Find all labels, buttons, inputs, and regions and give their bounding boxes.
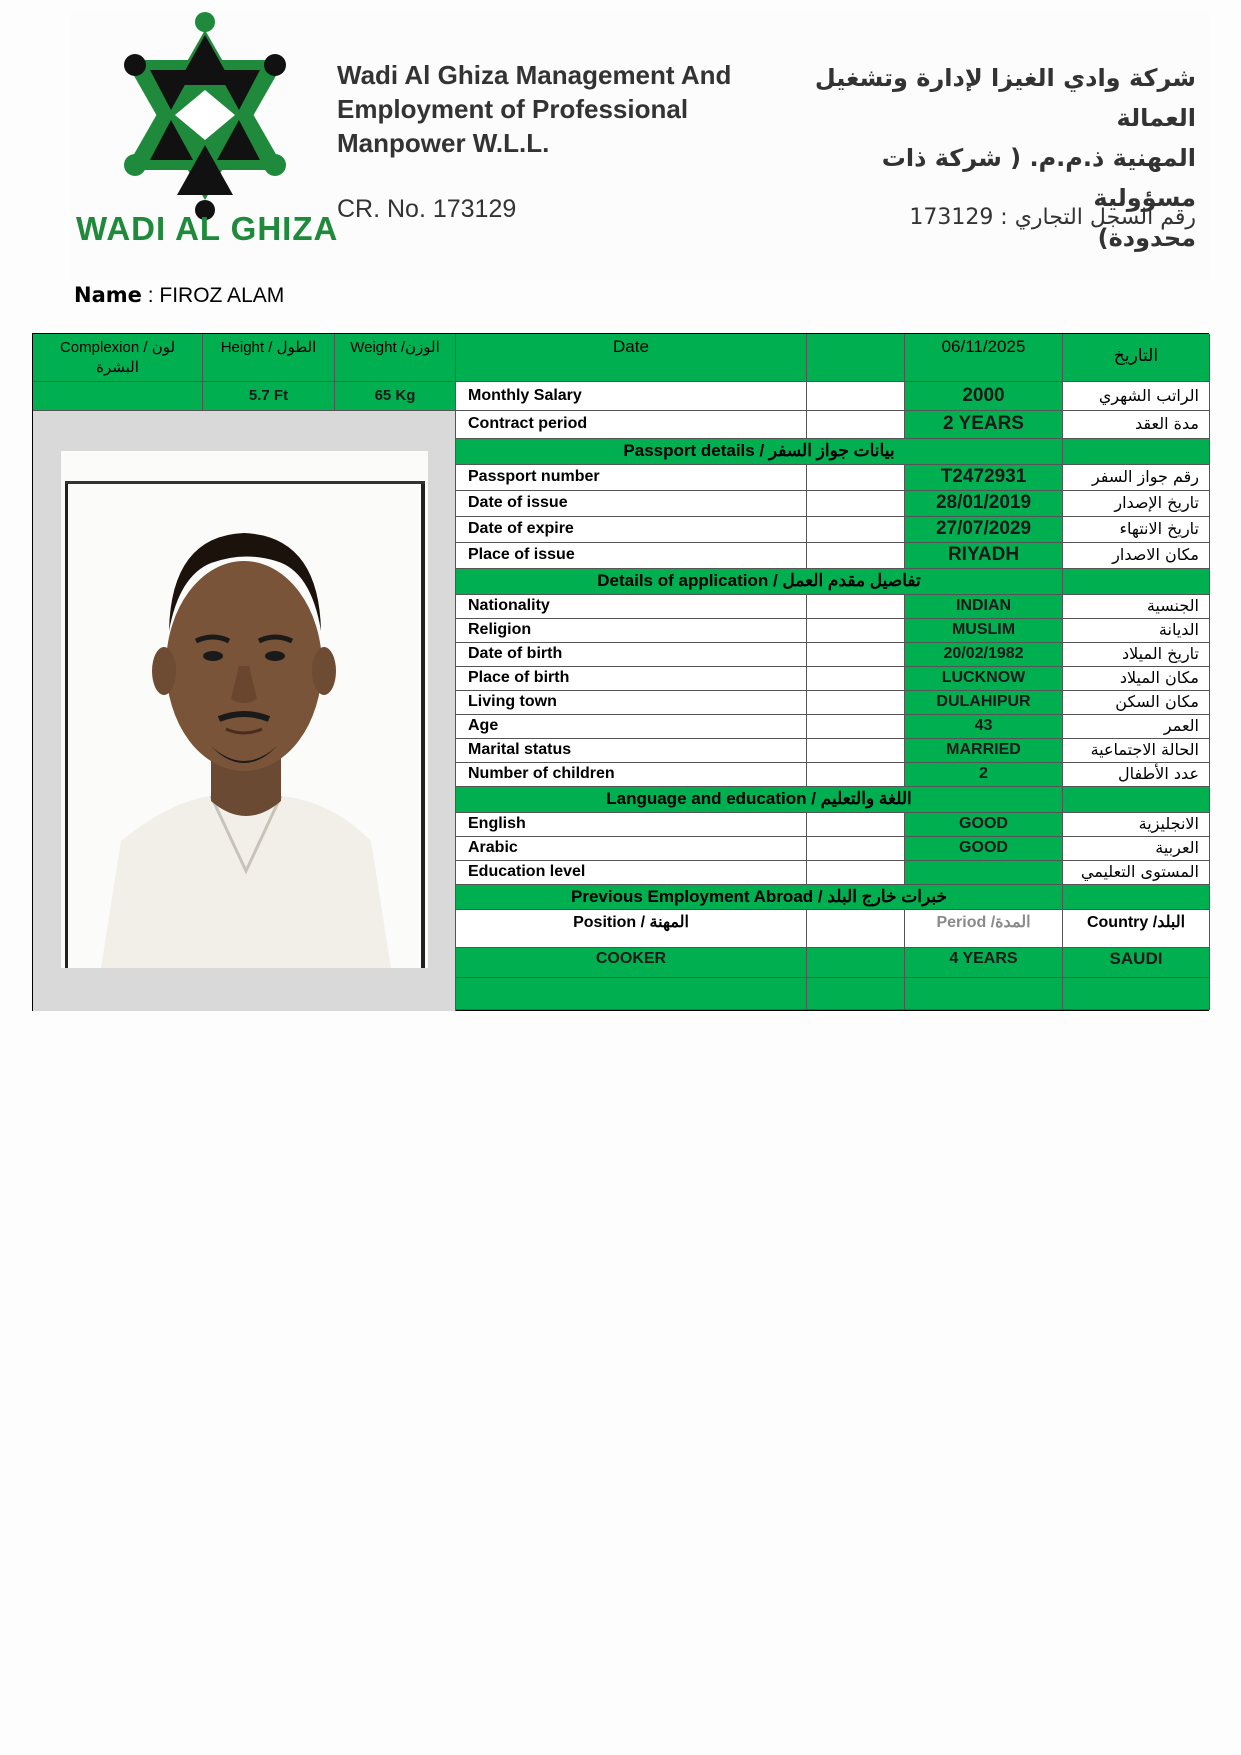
- monthly-salary-blank: [807, 382, 905, 411]
- empty-row-cell: [456, 978, 807, 1010]
- application-row-5-label-ar: العمر: [1063, 715, 1210, 739]
- application-row-5-value: 43: [905, 715, 1063, 739]
- language-row-0-label-ar: الانجليزية: [1063, 813, 1210, 837]
- contract-period-blank: [807, 411, 905, 439]
- application-row-4-blank: [807, 691, 905, 715]
- passport-row-2-blank: [807, 517, 905, 543]
- passport-row-3-label-ar: مكان الاصدار: [1063, 543, 1210, 569]
- application-row-2-blank: [807, 643, 905, 667]
- application-row-4-label: Living town: [456, 691, 807, 715]
- weight-header: Weight /الوزن: [335, 334, 456, 382]
- passport-row-1-blank: [807, 491, 905, 517]
- application-row-7-label: Number of children: [456, 763, 807, 787]
- application-section-title: Details of application / تفاصيل مقدم العمل: [456, 569, 1063, 595]
- empty-row-cell: [807, 978, 905, 1010]
- application-row-7-blank: [807, 763, 905, 787]
- application-row-6-blank: [807, 739, 905, 763]
- date-label-ar: التاريخ: [1063, 334, 1210, 382]
- passport-row-1-label: Date of issue: [456, 491, 807, 517]
- language-row-2-label-ar: المستوى التعليمي: [1063, 861, 1210, 885]
- applicant-photo: [61, 451, 428, 968]
- application-row-7-label-ar: عدد الأطفال: [1063, 763, 1210, 787]
- logo-text: WADI AL GHIZA: [76, 210, 339, 247]
- passport-row-3-value: RIYADH: [905, 543, 1063, 569]
- employment-header-blank: [807, 910, 905, 948]
- complexion-header: Complexion / لون البشرة: [33, 334, 203, 382]
- employment-row-0-period: 4 YEARS: [905, 948, 1063, 978]
- monthly-salary-label: Monthly Salary: [456, 382, 807, 411]
- employment-row-0-blank: [807, 948, 905, 978]
- passport-row-2-label: Date of expire: [456, 517, 807, 543]
- application-row-1-blank: [807, 619, 905, 643]
- application-row-6-label: Marital status: [456, 739, 807, 763]
- application-row-3-label-ar: مكان الميلاد: [1063, 667, 1210, 691]
- application-row-4-value: DULAHIPUR: [905, 691, 1063, 715]
- application-row-6-value: MARRIED: [905, 739, 1063, 763]
- application-row-2-label-ar: تاريخ الميلاد: [1063, 643, 1210, 667]
- cv-table: [32, 333, 1209, 1011]
- application-row-3-label: Place of birth: [456, 667, 807, 691]
- passport-row-1-value: 28/01/2019: [905, 491, 1063, 517]
- application-row-5-blank: [807, 715, 905, 739]
- application-row-1-label-ar: الديانة: [1063, 619, 1210, 643]
- employment-country-header: Country /البلد: [1063, 910, 1210, 948]
- language-section-title: Language and education / اللغة والتعليم: [456, 787, 1063, 813]
- passport-row-3-blank: [807, 543, 905, 569]
- language-row-1-value: GOOD: [905, 837, 1063, 861]
- name-label: Name: [74, 283, 142, 307]
- company-name-en: Wadi Al Ghiza Management And Employment of Professional Manpower W.L.L.: [337, 60, 732, 158]
- application-row-6-label-ar: الحالة الاجتماعية: [1063, 739, 1210, 763]
- contract-period-label-ar: مدة العقد: [1063, 411, 1210, 439]
- language-row-1-label-ar: العربية: [1063, 837, 1210, 861]
- language-row-2-blank: [807, 861, 905, 885]
- contract-period-label: Contract period: [456, 411, 807, 439]
- language-row-0-label: English: [456, 813, 807, 837]
- height-header: Height / الطول: [203, 334, 335, 382]
- application-row-0-blank: [807, 595, 905, 619]
- language-row-1-label: Arabic: [456, 837, 807, 861]
- employment-section-title-end: [1063, 885, 1210, 910]
- employment-row-0-position: COOKER: [456, 948, 807, 978]
- application-row-0-label-ar: الجنسية: [1063, 595, 1210, 619]
- language-row-0-blank: [807, 813, 905, 837]
- application-row-3-blank: [807, 667, 905, 691]
- application-section-title-end: [1063, 569, 1210, 595]
- contract-period-value: 2 YEARS: [905, 411, 1063, 439]
- language-row-2-value: [905, 861, 1063, 885]
- passport-row-1-label-ar: تاريخ الإصدار: [1063, 491, 1210, 517]
- applicant-name-line: Name : FIROZ ALAM: [74, 283, 285, 307]
- application-row-4-label-ar: مكان السكن: [1063, 691, 1210, 715]
- passport-row-3-label: Place of issue: [456, 543, 807, 569]
- language-row-1-blank: [807, 837, 905, 861]
- application-row-2-label: Date of birth: [456, 643, 807, 667]
- passport-row-0-blank: [807, 465, 905, 491]
- company-name-ar: شركة وادي الغيزا لإدارة وتشغيل العمالة المهنية ذ.م.م. ( شركة ذات مسؤولية محدودة): [814, 64, 1196, 252]
- application-row-1-label: Religion: [456, 619, 807, 643]
- passport-row-2-value: 27/07/2029: [905, 517, 1063, 543]
- employment-section-title: Previous Employment Abroad / خبرات خارج البلد: [456, 885, 1063, 910]
- date-value: 06/11/2025: [905, 334, 1063, 382]
- application-row-0-value: INDIAN: [905, 595, 1063, 619]
- cr-number-ar: رقم السجل التجاري : 173129: [909, 205, 1196, 230]
- weight-value: 65 Kg: [335, 382, 456, 411]
- language-row-2-label: Education level: [456, 861, 807, 885]
- date-label: Date: [456, 334, 807, 382]
- language-section-title-end: [1063, 787, 1210, 813]
- passport-section-title: Passport details / بيانات جواز السفر: [456, 439, 1063, 465]
- complexion-value: [33, 382, 203, 411]
- passport-row-0-label: Passport number: [456, 465, 807, 491]
- monthly-salary-label-ar: الراتب الشهري: [1063, 382, 1210, 411]
- applicant-name: FIROZ ALAM: [159, 284, 285, 307]
- application-row-1-value: MUSLIM: [905, 619, 1063, 643]
- passport-row-0-value: T2472931: [905, 465, 1063, 491]
- cr-number-en: CR. No. 173129: [337, 195, 517, 223]
- employment-period-header: Period /المدة: [905, 910, 1063, 948]
- application-row-0-label: Nationality: [456, 595, 807, 619]
- employment-position-header: Position / المهنة: [456, 910, 807, 948]
- application-row-7-value: 2: [905, 763, 1063, 787]
- passport-section-title-end: [1063, 439, 1210, 465]
- employment-row-0-country: SAUDI: [1063, 948, 1210, 978]
- height-value: 5.7 Ft: [203, 382, 335, 411]
- photo-area: [33, 411, 456, 1011]
- application-row-2-value: 20/02/1982: [905, 643, 1063, 667]
- application-row-3-value: LUCKNOW: [905, 667, 1063, 691]
- empty-row-cell: [905, 978, 1063, 1010]
- application-row-5-label: Age: [456, 715, 807, 739]
- passport-row-2-label-ar: تاريخ الانتهاء: [1063, 517, 1210, 543]
- date-blank: [807, 334, 905, 382]
- empty-row-cell: [1063, 978, 1210, 1010]
- passport-row-0-label-ar: رقم جواز السفر: [1063, 465, 1210, 491]
- language-row-0-value: GOOD: [905, 813, 1063, 837]
- monthly-salary-value: 2000: [905, 382, 1063, 411]
